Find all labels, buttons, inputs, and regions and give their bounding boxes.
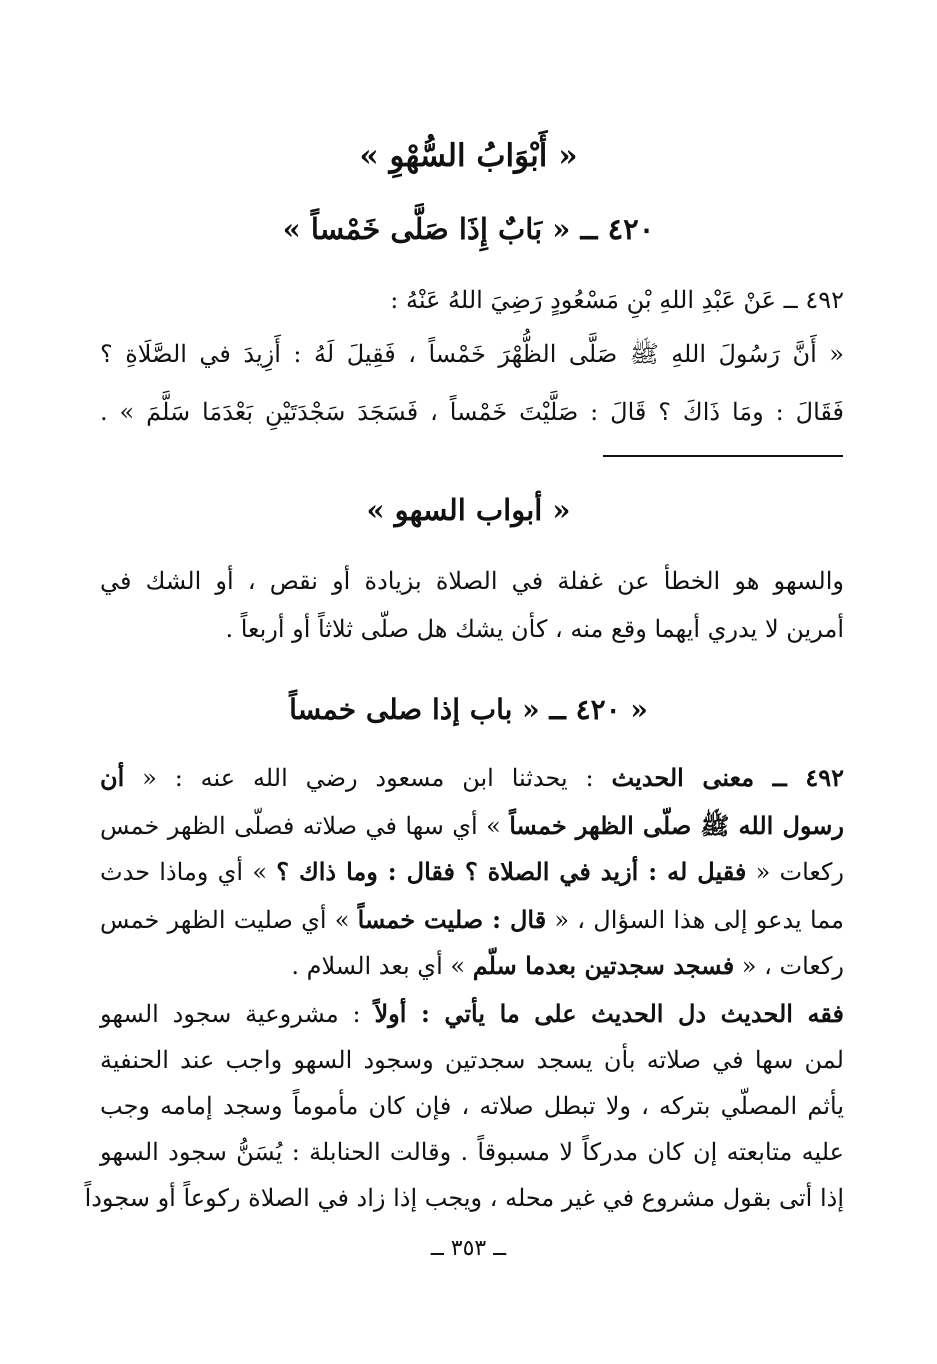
meaning-line	[100, 854, 844, 890]
fiqh-line: لمن سها في صلاته بأن يسجد سجدتين وسجود السهو واجب عند الحنفية	[100, 1046, 844, 1074]
fiqh-heading: فقه الحديث دل الحديث على ما يأتي : أولاً	[374, 999, 845, 1028]
separator-rule	[603, 455, 843, 457]
meaning-text: مما يدعو إلى هذا السؤال ، «	[546, 906, 844, 934]
fiqh-line: يأثم المصلّي بتركه ، ولا تبطل صلاته ، فإن كان مأموماً وسجد إمامه وجب	[100, 1092, 844, 1120]
meaning-line	[100, 760, 844, 796]
meaning-heading: ٤٩٢ ــ معنى الحديث	[611, 763, 845, 792]
meaning-line	[100, 808, 844, 844]
hadith-quote: رسول الله ﷺ صلّى الظهر خمساً	[509, 811, 844, 840]
intro-line: أمرين لا يدري أيهما وقع منه ، كأن يشك هل صلّى ثلاثاً أو أربعاً .	[225, 615, 844, 643]
matn-chapter-title: ٤٢٠ ــ « بَابٌ إِذَا صَلَّى خَمْساً »	[282, 212, 655, 246]
meaning-text: » أي بعد السلام .	[291, 952, 473, 980]
fiqh-line: عليه متابعته إن كان مدركاً لا مسبوقاً . وقالت الحنابلة : يُسَنُّ سجود السهو	[100, 1138, 844, 1166]
page-number: ــ ٣٥٣ ــ	[430, 1236, 507, 1261]
fiqh-line	[100, 996, 844, 1032]
sharh-section-title: « أبواب السهو »	[366, 493, 571, 527]
hadith-quote: قال : صليت خمساً	[357, 905, 547, 934]
hadith-line: « أَنَّ رَسُولَ اللهِ ﷺ صَلَّى الظُّهْرَ خَمْساً ، فَقِيلَ لَهُ : أَزِيدَ في الصَّلَاةِ ؟	[100, 340, 844, 368]
meaning-line	[100, 902, 844, 938]
matn-section-title: « أَبْوَابُ السُّهْوِ »	[359, 138, 578, 174]
meaning-text: ركعات ، «	[734, 952, 844, 980]
meaning-text: » أي صليت الظهر خمس	[100, 906, 358, 934]
meaning-text: » أي سها في صلاته فصلّى الظهر خمس	[100, 812, 510, 840]
hadith-line: فَقَالَ : ومَا ذَاكَ ؟ قَالَ : صَلَّيْتَ خَمْساً ، فَسَجَدَ سَجْدَتَيْنِ بَعْدَمَا سَلَّمَ » .	[100, 398, 844, 426]
fiqh-line: إذا أتى بقول مشروع في غير محله ، ويجب إذا زاد في الصلاة ركوعاً أو سجوداً	[84, 1184, 844, 1212]
fiqh-text: : مشروعية سجود السهو	[100, 1000, 375, 1028]
hadith-quote: أن	[100, 763, 125, 792]
hadith-line: ٤٩٢ ــ عَنْ عَبْدِ اللهِ بْنِ مَسْعُودٍ رَضِيَ اللهُ عَنْهُ :	[390, 286, 844, 314]
meaning-line	[100, 948, 844, 984]
intro-line: والسهو هو الخطأ عن غفلة في الصلاة بزيادة أو نقص ، أو الشك في	[100, 567, 844, 595]
meaning-text: : يحدثنا ابن مسعود رضي الله عنه : «	[124, 764, 612, 792]
meaning-text: ركعات «	[746, 858, 845, 886]
sharh-chapter-title: « ٤٢٠ ــ « باب إذا صلى خمساً	[289, 693, 648, 726]
meaning-text: » أي وماذا حدث	[100, 858, 277, 886]
hadith-quote: فقيل له : أزيد في الصلاة ؟ فقال : وما ذاك ؟	[276, 857, 747, 886]
hadith-quote: فسجد سجدتين بعدما سلّم	[472, 951, 735, 980]
